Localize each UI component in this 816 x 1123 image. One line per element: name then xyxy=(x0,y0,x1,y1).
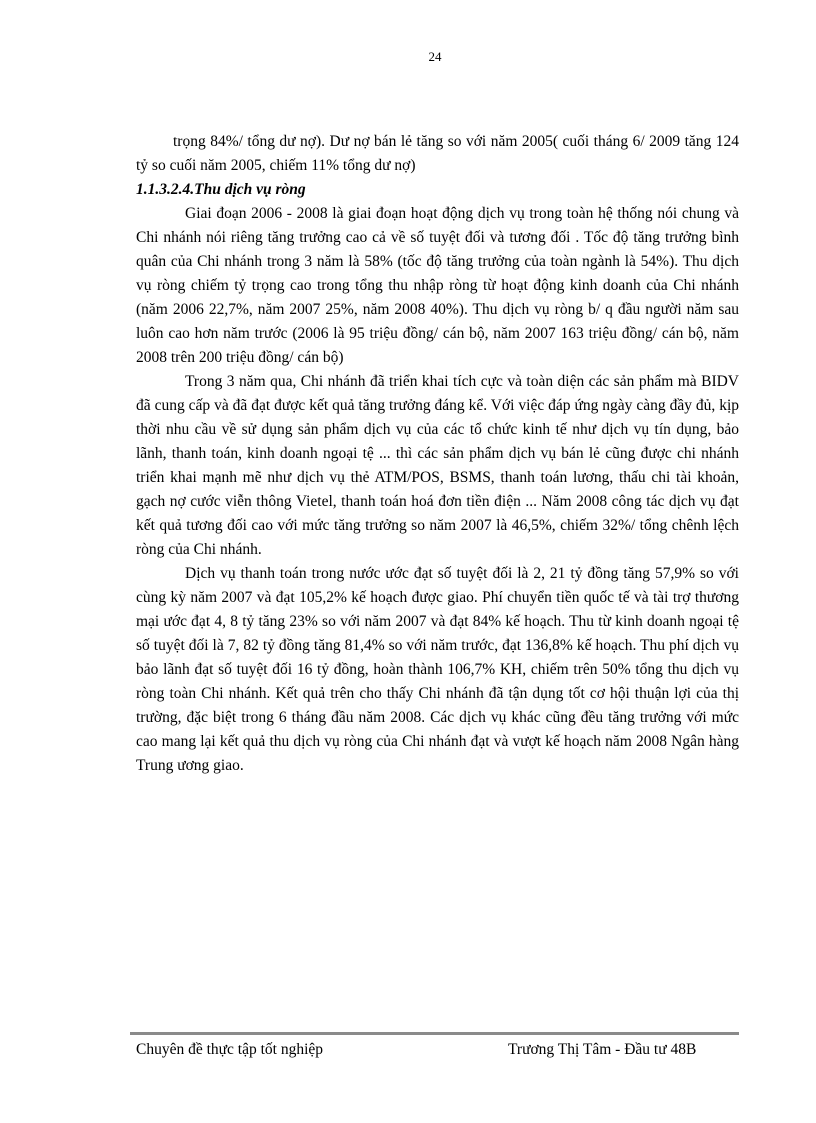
footer-title: Chuyên đề thực tập tốt nghiệp xyxy=(136,1041,324,1058)
section-heading: 1.1.3.2.4.Thu dịch vụ ròng xyxy=(136,181,306,198)
paragraph-products: Trong 3 năm qua, Chi nhánh đã triển khai tích cực và toàn diện các sản phẩm mà BIDV đã cung cấp và đã đạt được kết quả tăng trưởng đáng kể. Với việc đáp ứng ngày càng đầy đủ, kịp thời nhu cầu về sử dụng sản phẩm dịch vụ của các tổ chức kinh tế như dịch vụ tín dụng, bảo lãnh, thanh toán, kinh doanh ngoại tệ ... thì các sản phẩm dịch vụ bán lẻ cũng được chi nhánh triển khai mạnh mẽ như dịch vụ thẻ ATM/POS, BSMS, thanh toán lương, thấu chi tài khoản, gạch nợ cước viễn thông Vietel, thanh toán hoá đơn tiền điện ... Năm 2008 công tác dịch vụ đạt kết quả tương đối cao với mức tăng trưởng so năm 2007 là 46,5%, chiếm 32%/ tổng chênh lệch ròng của Chi nhánh. xyxy=(136,373,739,558)
footer-author: Trương Thị Tâm - Đầu tư 48B xyxy=(508,1041,697,1058)
document-body xyxy=(136,130,739,778)
footer-divider xyxy=(130,1032,739,1035)
paragraph-continuation: trọng 84%/ tổng dư nợ). Dư nợ bán lẻ tăng so với năm 2005( cuối tháng 6/ 2009 tăng 124 tỷ so cuối năm 2005, chiếm 11% tổng dư nợ) xyxy=(136,133,739,174)
paragraph-overview: Giai đoạn 2006 - 2008 là giai đoạn hoạt động dịch vụ trong toàn hệ thống nói chung và Chi nhánh nói riêng tăng trưởng cao cả về số tuyệt đối và tương đối . Tốc độ tăng trưởng bình quân của Chi nhánh trong 3 năm là 58% (tốc độ tăng trưởng của toàn ngành là 54%). Thu dịch vụ ròng chiếm tỷ trọng cao trong tổng thu nhập ròng từ hoạt động kinh doanh của Chi nhánh (năm 2006 22,7%, năm 2007 25%, năm 2008 40%). Thu dịch vụ ròng b/ q đầu người năm sau luôn cao hơn năm trước (2006 là 95 triệu đồng/ cán bộ, năm 2007 163 triệu đồng/ cán bộ, năm 2008 trên 200 triệu đồng/ cán bộ) xyxy=(136,205,739,366)
page-number: 24 xyxy=(428,49,442,64)
paragraph-results: Dịch vụ thanh toán trong nước ước đạt số tuyệt đối là 2, 21 tỷ đồng tăng 57,9% so với cùng kỳ năm 2007 và đạt 105,2% kế hoạch được giao. Phí chuyển tiền quốc tế và tài trợ thương mại ước đạt 4, 8 tỷ tăng 23% so với năm 2007 và đạt 84% kế hoạch. Thu từ kinh doanh ngoại tệ số tuyệt đối là 7, 82 tỷ đồng tăng 81,4% so với năm trước, đạt 136,8% kế hoạch. Thu phí dịch vụ bảo lãnh đạt số tuyệt đối 16 tỷ đồng, hoàn thành 106,7% KH, chiếm trên 50% tổng thu dịch vụ ròng toàn Chi nhánh. Kết quả trên cho thấy Chi nhánh đã tận dụng tốt cơ hội thuận lợi của thị trường, đặc biệt trong 6 tháng đầu năm 2008. Các dịch vụ khác cũng đều tăng trưởng với mức cao mang lại kết quả thu dịch vụ ròng của Chi nhánh đạt và vượt kế hoạch năm 2008 Ngân hàng Trung ương giao. xyxy=(136,565,739,774)
